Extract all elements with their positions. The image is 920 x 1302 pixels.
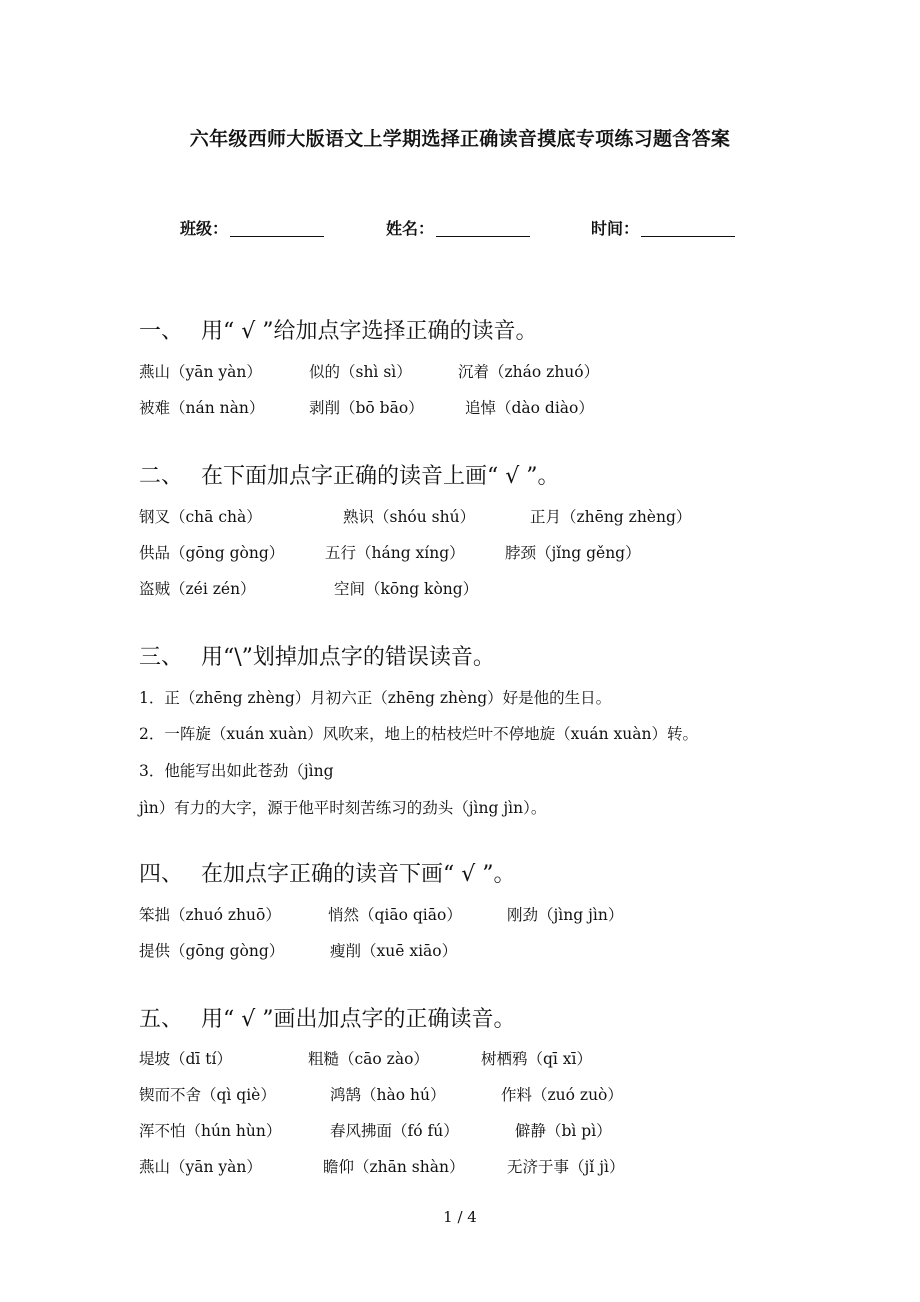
word-item: 熟识（shóu shú） xyxy=(343,508,476,526)
word-item: 瘦削（xuē xiāo） xyxy=(330,942,458,960)
word-item: 浑不怕（hún hùn） xyxy=(139,1122,282,1140)
word-item: 被难（nán nàn） xyxy=(139,399,265,417)
section-5-title: 用“ √ ”画出加点字的正确读音。 xyxy=(201,1007,516,1032)
section-2-number: 二、 xyxy=(139,464,184,489)
page-title: 六年级西师大版语文上学期选择正确读音摸底专项练习题含答案 xyxy=(189,128,731,150)
word-item: 燕山（yān yàn） xyxy=(139,1158,262,1176)
section-3-heading xyxy=(139,640,495,671)
time-field xyxy=(591,216,735,239)
exercise-line: 3．他能写出如此苍劲（jìng xyxy=(139,762,334,780)
page-number: 1 / 4 xyxy=(443,1208,477,1226)
name-blank[interactable] xyxy=(436,220,530,237)
word-item: 盗贼（zéi zén） xyxy=(139,580,256,598)
word-item: 正月（zhēng zhèng） xyxy=(530,508,692,526)
word-item: 刚劲（jìng jìn） xyxy=(507,906,624,924)
class-field xyxy=(180,216,324,239)
word-item: 鸿鹄（hào hú） xyxy=(330,1086,446,1104)
word-item: 追悼（dào diào） xyxy=(465,399,594,417)
word-item: 堤坡（dī tí） xyxy=(139,1050,232,1068)
word-item: 供品（gōng gòng） xyxy=(139,544,285,562)
word-item: 提供（gōng gòng） xyxy=(139,942,285,960)
name-label: 姓名： xyxy=(386,219,435,238)
word-item: 作料（zuó zuò） xyxy=(501,1086,623,1104)
section-1-title: 用“ √ ”给加点字选择正确的读音。 xyxy=(201,319,538,344)
word-item: 似的（shì sì） xyxy=(309,363,412,381)
word-item: 燕山（yān yàn） xyxy=(139,363,262,381)
class-label: 班级： xyxy=(180,219,229,238)
word-item: 五行（háng xíng） xyxy=(325,544,465,562)
word-item: 剥削（bō bāo） xyxy=(309,399,424,417)
class-blank[interactable] xyxy=(230,220,324,237)
word-item: 树栖鸦（qī xī） xyxy=(481,1050,593,1068)
exercise-line: 1．正（zhēng zhèng）月初六正（zhēng zhèng）好是他的生日。 xyxy=(139,689,612,707)
word-item: 钢叉（chā chà） xyxy=(139,508,262,526)
section-4-number: 四、 xyxy=(139,862,184,887)
section-1-number: 一、 xyxy=(139,319,184,344)
section-4-heading xyxy=(139,857,516,888)
word-item: 悄然（qiāo qiāo） xyxy=(328,906,462,924)
section-3-number: 三、 xyxy=(139,645,184,670)
section-4-title: 在加点字正确的读音下画“ √ ”。 xyxy=(201,862,516,887)
word-item: 笨拙（zhuó zhuō） xyxy=(139,906,281,924)
exercise-line: jìn）有力的大字，源于他平时刻苦练习的劲头（jìng jìn）。 xyxy=(139,799,547,817)
time-blank[interactable] xyxy=(641,220,735,237)
word-item: 粗糙（cāo zào） xyxy=(308,1050,429,1068)
section-1-heading xyxy=(139,314,538,345)
time-label: 时间： xyxy=(591,219,640,238)
section-5-heading xyxy=(139,1002,516,1033)
section-2-heading xyxy=(139,459,560,490)
section-5-number: 五、 xyxy=(139,1007,184,1032)
section-3-title: 用“\”划掉加点字的错误读音。 xyxy=(201,645,495,670)
word-item: 脖颈（jǐng gěng） xyxy=(505,544,641,562)
word-item: 沉着（zháo zhuó） xyxy=(458,363,600,381)
word-item: 僻静（bì pì） xyxy=(515,1122,612,1140)
word-item: 瞻仰（zhān shàn） xyxy=(323,1158,465,1176)
word-item: 春风拂面（fó fú） xyxy=(330,1122,459,1140)
name-field xyxy=(386,216,530,239)
word-item: 锲而不舍（qì qiè） xyxy=(139,1086,276,1104)
word-item: 空间（kōng kòng） xyxy=(334,580,479,598)
word-item: 无济于事（jǐ jì） xyxy=(507,1158,625,1176)
section-2-title: 在下面加点字正确的读音上画“ √ ”。 xyxy=(201,464,560,489)
exercise-line: 2．一阵旋（xuán xuàn）风吹来，地上的枯枝烂叶不停地旋（xuán xuàn）转。 xyxy=(139,725,699,743)
